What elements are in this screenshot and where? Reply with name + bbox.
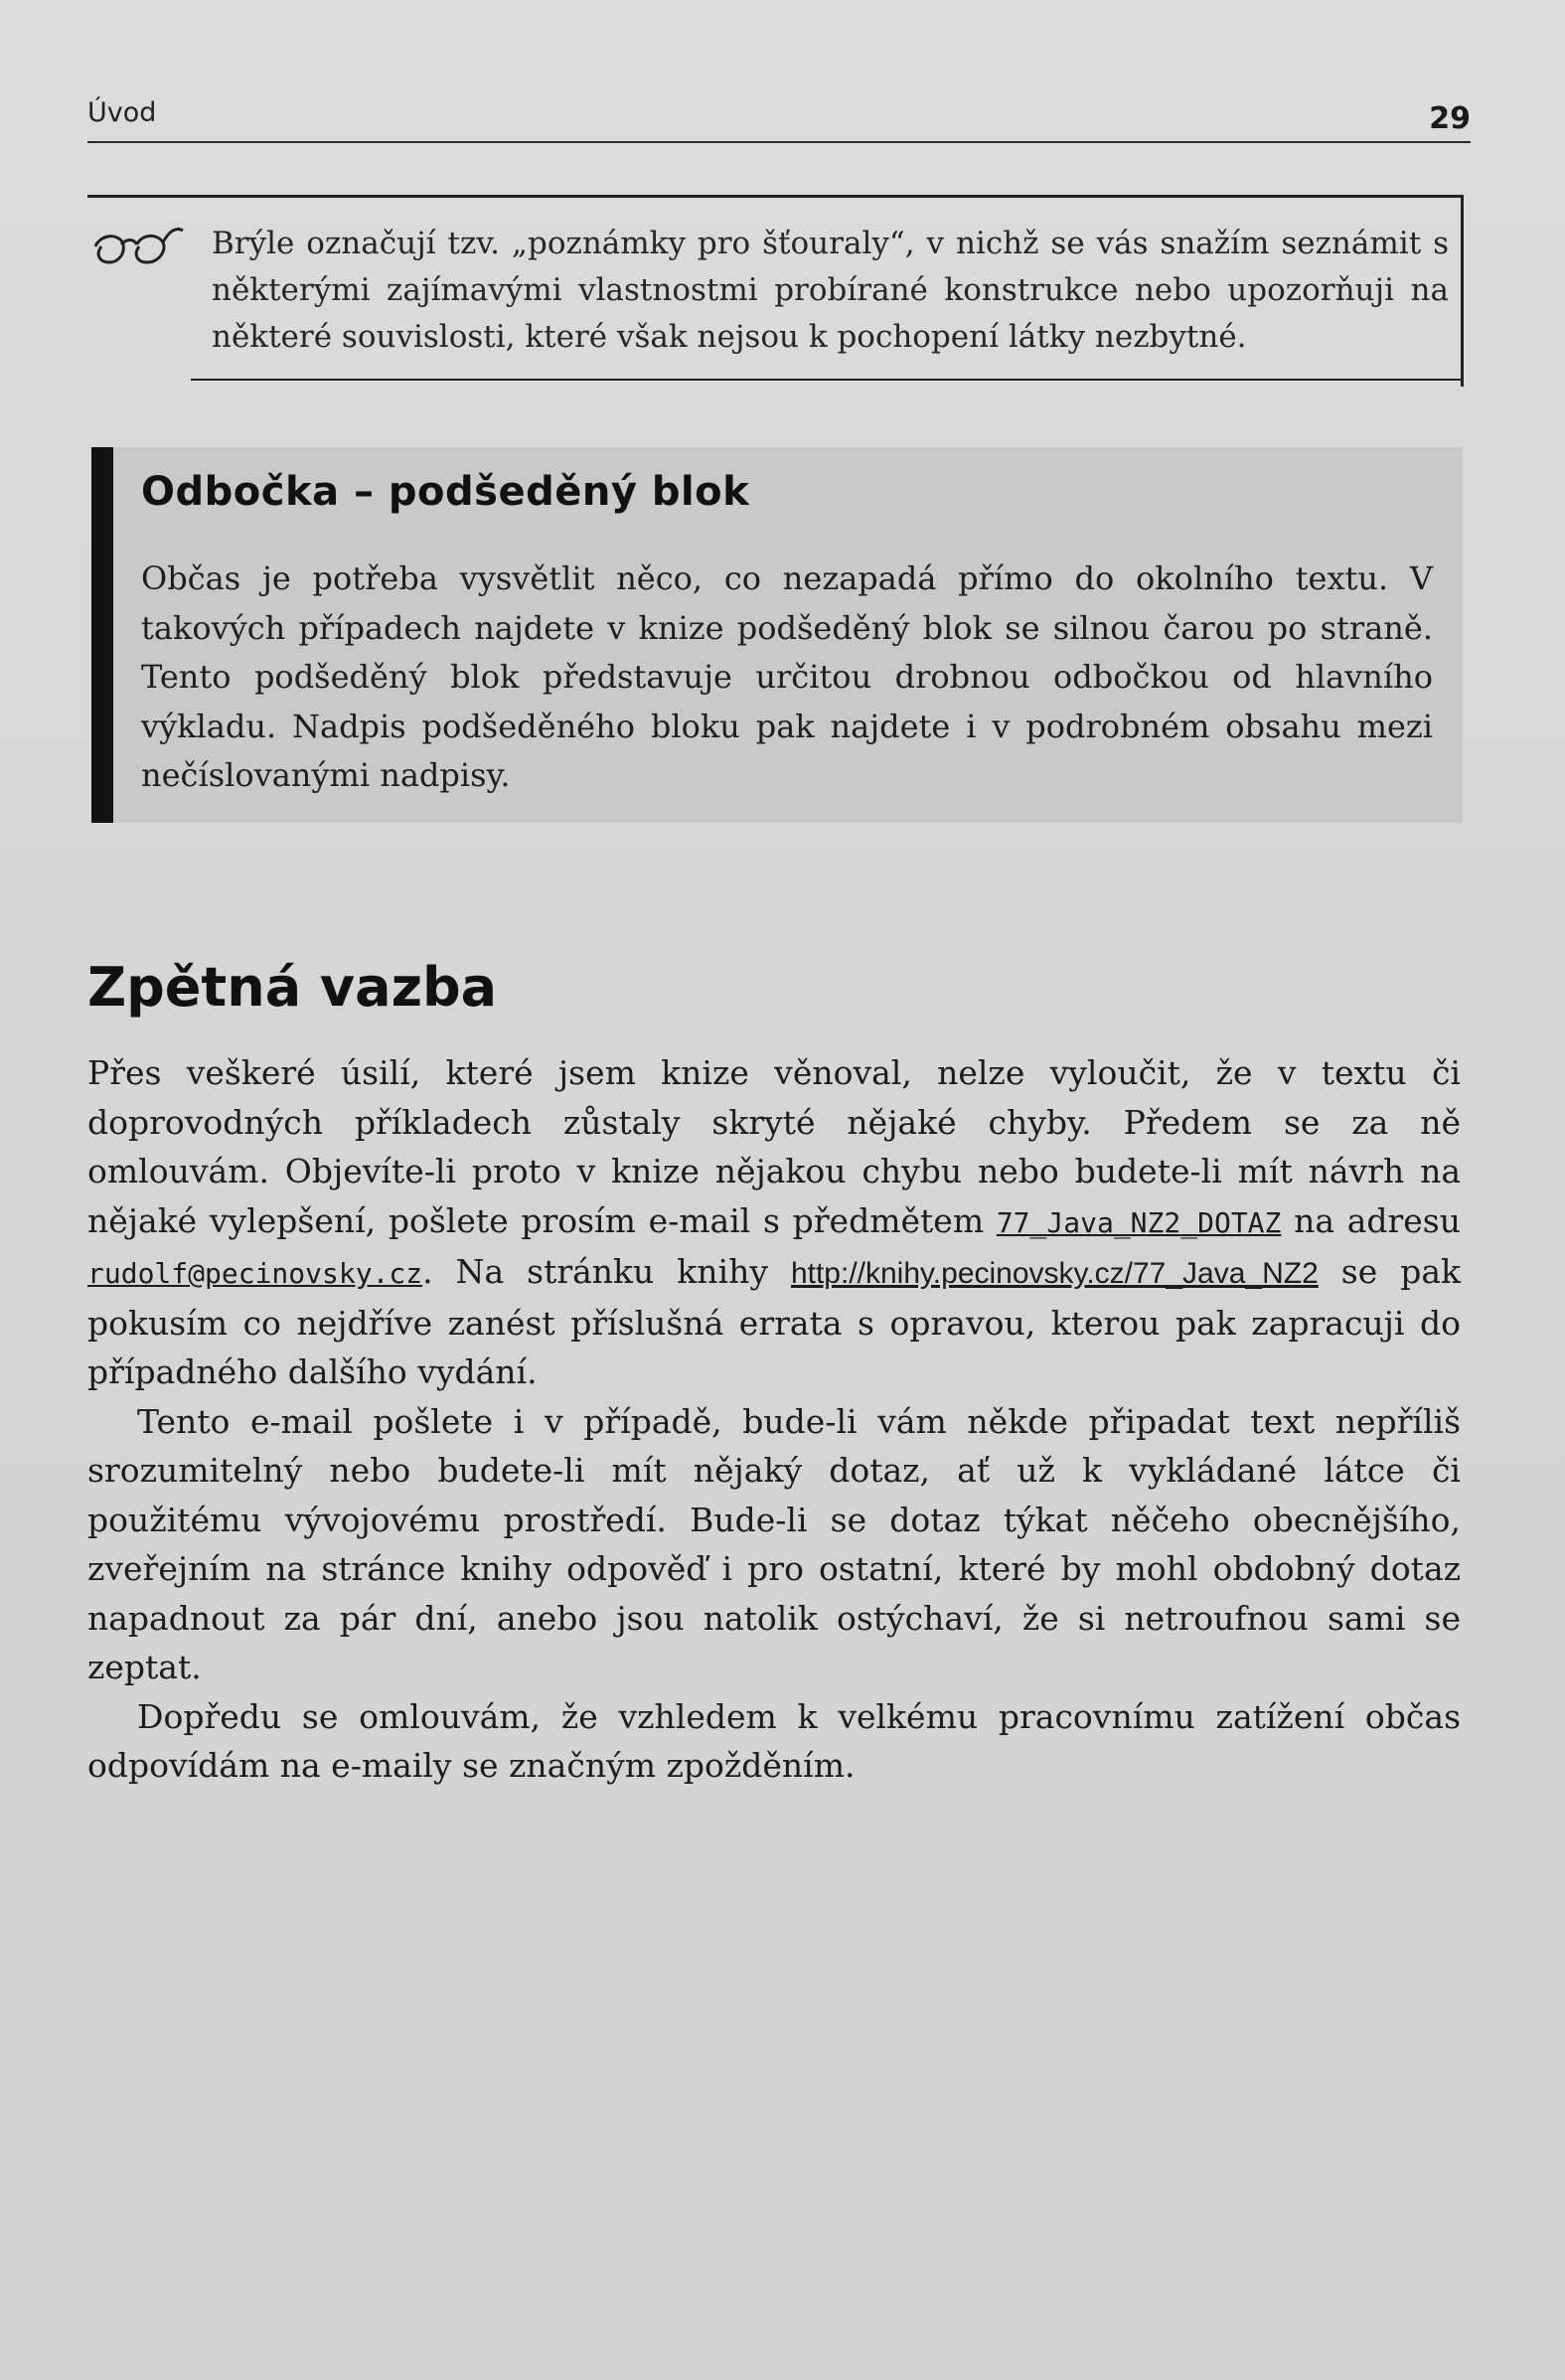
running-header [87, 95, 1471, 143]
paragraph-text: se pak pokusím co nejdříve zanést příslušná errata s opravou, kterou pak zapracuji do případného dalšího vydání. [87, 1252, 1461, 1391]
paragraph-text: na adresu [1281, 1200, 1461, 1240]
paragraph-text: Přes veškeré úsilí, které jsem knize věnoval, nelze vyloučit, že v textu či doprovodných příkladech zůstaly skryté nějaké chyby. Předem se za ně omlouvám. Objevíte-li proto v knize nějakou chybu nebo budete-li mít návrh na nějaké vylepšení, pošlete prosím e-mail s předmětem [87, 1053, 1461, 1240]
aside-block [91, 447, 1463, 823]
section-title: Zpětná vazba [87, 956, 498, 1019]
glasses-icon [91, 217, 187, 276]
paragraph-questions: Tento e-mail pošlete i v případě, bude-li vám někde připadat text nepříliš srozumitelný nebo budete-li mít nějaký dotaz, ať už k vykládané látce či použitému vývojovému prostředí. Bude-li se dotaz týkat něčeho obecnějšího, zveřejním na stránce knihy odpověď i pro ostatní, které by mohl obdobný dotaz napadnout za pár dní, anebo jsou natolik ostýchaví, že si netroufnou sami se zeptat. [87, 1401, 1461, 1686]
email-subject: 77_Java_NZ2_DOTAZ [996, 1205, 1282, 1239]
note-bottom-rule [191, 379, 1464, 381]
aside-side-bar [91, 447, 113, 823]
book-url-link[interactable]: http://knihy.pecinovsky.cz/77_Java_NZ2 [790, 1257, 1319, 1290]
aside-title: Odbočka – podšeděný blok [141, 469, 750, 515]
page-number: 29 [1429, 101, 1471, 136]
aside-text: Občas je potřeba vysvětlit něco, co nezapadá přímo do okolního textu. V takových případech najdete v knize podšeděný blok se silnou čarou po straně. Tento podšeděný blok představuje určitou drobnou odbočkou od hlavního výkladu. Nadpis podšeděného bloku pak najdete i v podrobném obsahu mezi nečíslovanými nadpisy. [141, 559, 1433, 794]
note-text: Brýle označují tzv. „poznámky pro šťouraly“, v nichž se vás snažím seznámit s některými zajímavými vlastnostmi probírané konstrukce nebo upozorňuji na některé souvislosti, které však nejsou k pochopení látky nezbytné. [212, 226, 1449, 355]
paragraph-text: . Na stránku knihy [422, 1252, 791, 1291]
paragraph-feedback [87, 1048, 1461, 1397]
email-link[interactable]: rudolf@pecinovsky.cz [87, 1257, 423, 1290]
section-body [87, 1048, 1461, 1791]
running-header-title: Úvod [87, 97, 157, 128]
paragraph-apology: Dopředu se omlouvám, že vzhledem k velkému pracovnímu zatížení občas odpovídám na e-maily se značným zpožděním. [87, 1696, 1461, 1785]
